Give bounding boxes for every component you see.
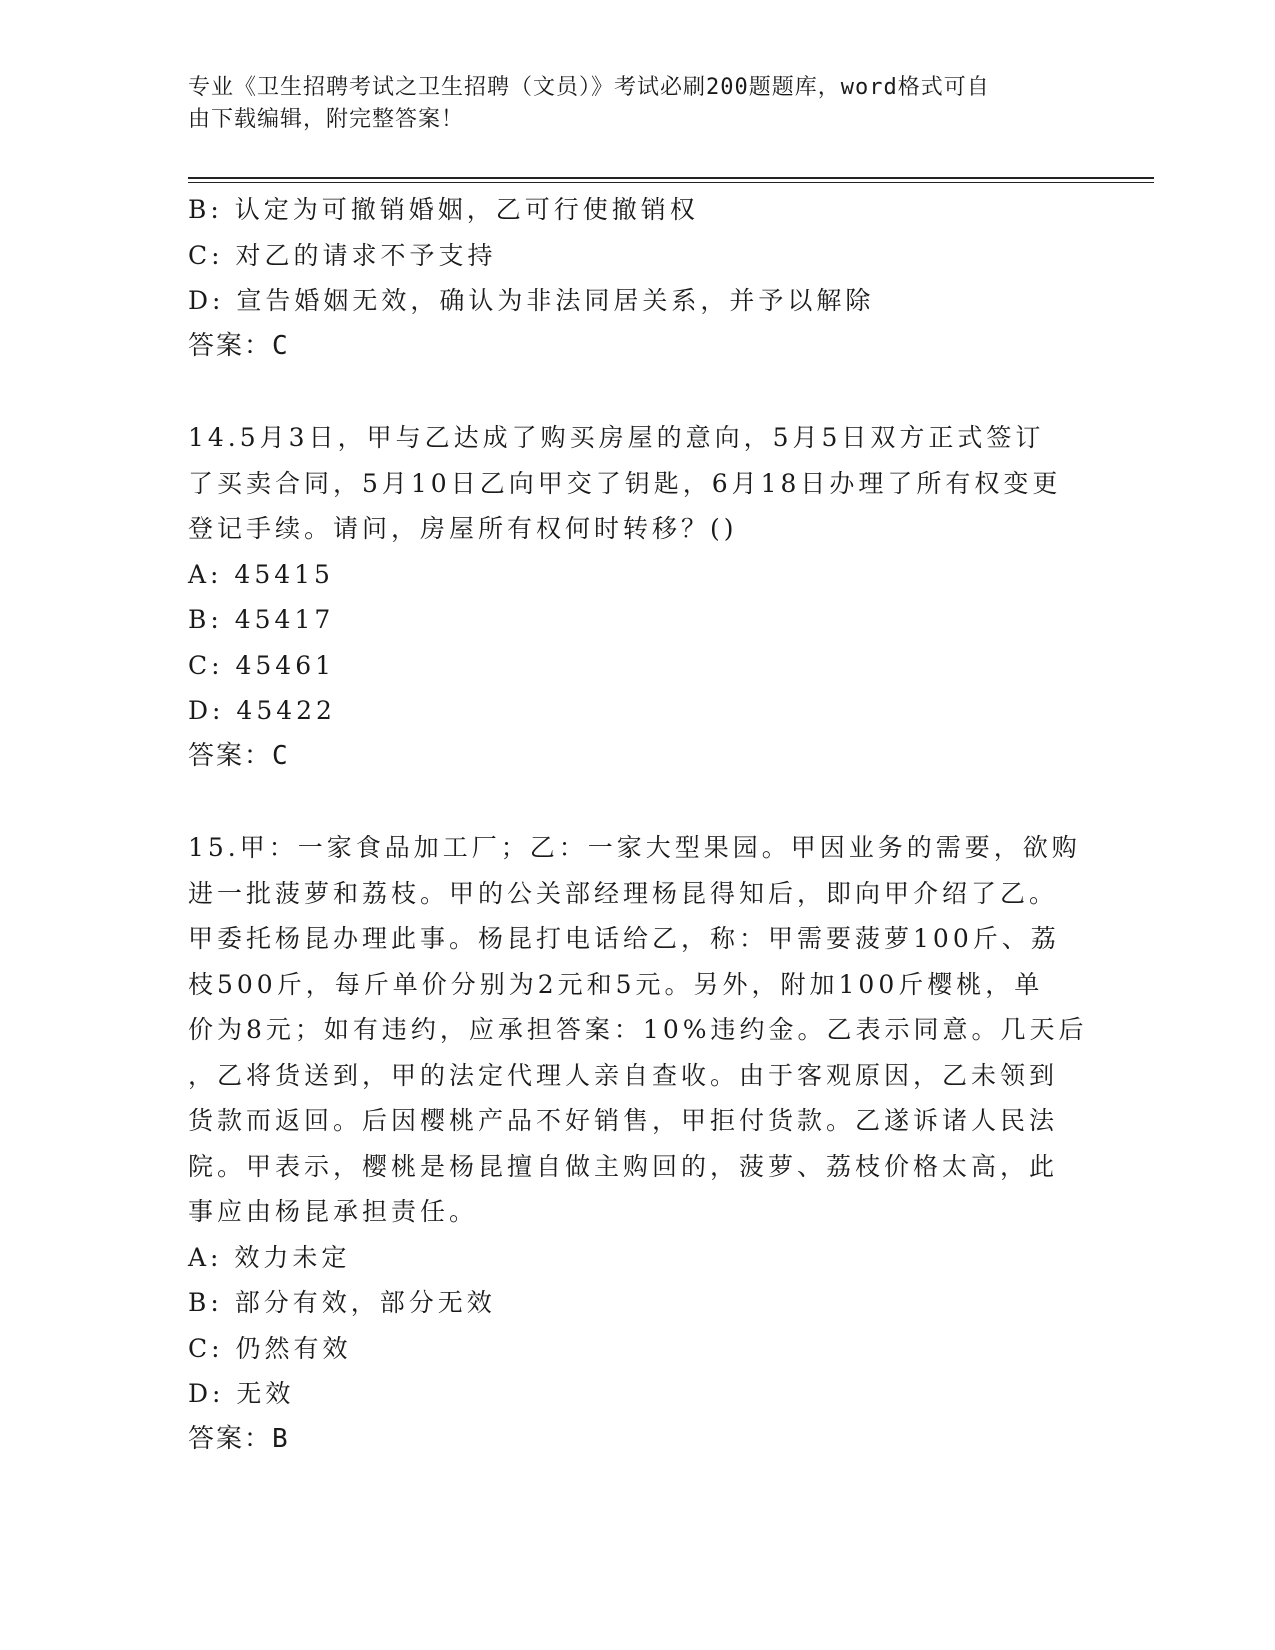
stem-line: 登记手续。请问，房屋所有权何时转移？() <box>188 514 738 543</box>
option-a: A: 效力未定 <box>188 1242 351 1272</box>
option-c: C: 仍然有效 <box>188 1333 352 1363</box>
stem-line: 了买卖合同，5月10日乙向甲交了钥匙，6月18日办理了所有权变更 <box>188 468 1062 498</box>
option-b: B: 45417 <box>188 605 335 634</box>
question-14 <box>188 415 1088 779</box>
option-c: C: 对乙的请求不予支持 <box>188 240 497 270</box>
option-d: D: 45422 <box>188 696 336 725</box>
stem-line: 14.5月3日，甲与乙达成了购买房屋的意向，5月5日双方正式签订 <box>188 423 1045 452</box>
option-d: D: 宣告婚姻无效，确认为非法同居关系，并予以解除 <box>188 286 875 315</box>
header-line-2: 由下载编辑，附完整答案！ <box>188 107 465 132</box>
option-c: C: 45461 <box>188 650 336 680</box>
answer-line: 答案：C <box>188 740 290 771</box>
stem-line: 甲委托杨昆办理此事。杨昆打电话给乙，称：甲需要菠萝100斤、荔 <box>188 924 1060 953</box>
document-body <box>188 187 1088 1462</box>
question-stem <box>188 415 1088 552</box>
header-divider-thick <box>188 177 1154 179</box>
question-15 <box>188 825 1088 1462</box>
option-b: B: 认定为可撤销婚姻，乙可行使撤销权 <box>188 195 699 224</box>
stem-line: ，乙将货送到，甲的法定代理人亲自查收。由于客观原因，乙未领到 <box>188 1060 1059 1090</box>
answer-line: 答案：B <box>188 1423 290 1454</box>
stem-line: 15.甲：一家食品加工厂；乙：一家大型果园。甲因业务的需要，欲购 <box>188 833 1081 862</box>
spacer <box>188 779 1088 825</box>
header-line-1: 专业《卫生招聘考试之卫生招聘（文员）》考试必刷200题题库，word格式可自 <box>188 75 990 100</box>
option-b: B: 部分有效，部分无效 <box>188 1288 496 1317</box>
page-header <box>188 72 1068 136</box>
stem-line: 事应由杨昆承担责任。 <box>188 1197 479 1226</box>
answer-line: 答案：C <box>188 330 290 361</box>
header-divider-thin <box>188 182 1154 183</box>
option-d: D: 无效 <box>188 1379 295 1408</box>
stem-line: 院。甲表示，樱桃是杨昆擅自做主购回的，菠萝、荔枝价格太高，此 <box>188 1151 1059 1181</box>
stem-line: 进一批菠萝和荔枝。甲的公关部经理杨昆得知后，即向甲介绍了乙。 <box>188 878 1059 908</box>
question-13-continued <box>188 187 1088 369</box>
spacer <box>188 369 1088 415</box>
stem-line: 货款而返回。后因樱桃产品不好销售，甲拒付货款。乙遂诉诸人民法 <box>188 1106 1059 1135</box>
stem-line: 枝500斤，每斤单价分别为2元和5元。另外，附加100斤樱桃，单 <box>188 969 1044 999</box>
question-stem <box>188 825 1088 1235</box>
option-a: A: 45415 <box>188 559 334 589</box>
stem-line: 价为8元；如有违约，应承担答案：10%违约金。乙表示同意。几天后 <box>188 1015 1088 1044</box>
